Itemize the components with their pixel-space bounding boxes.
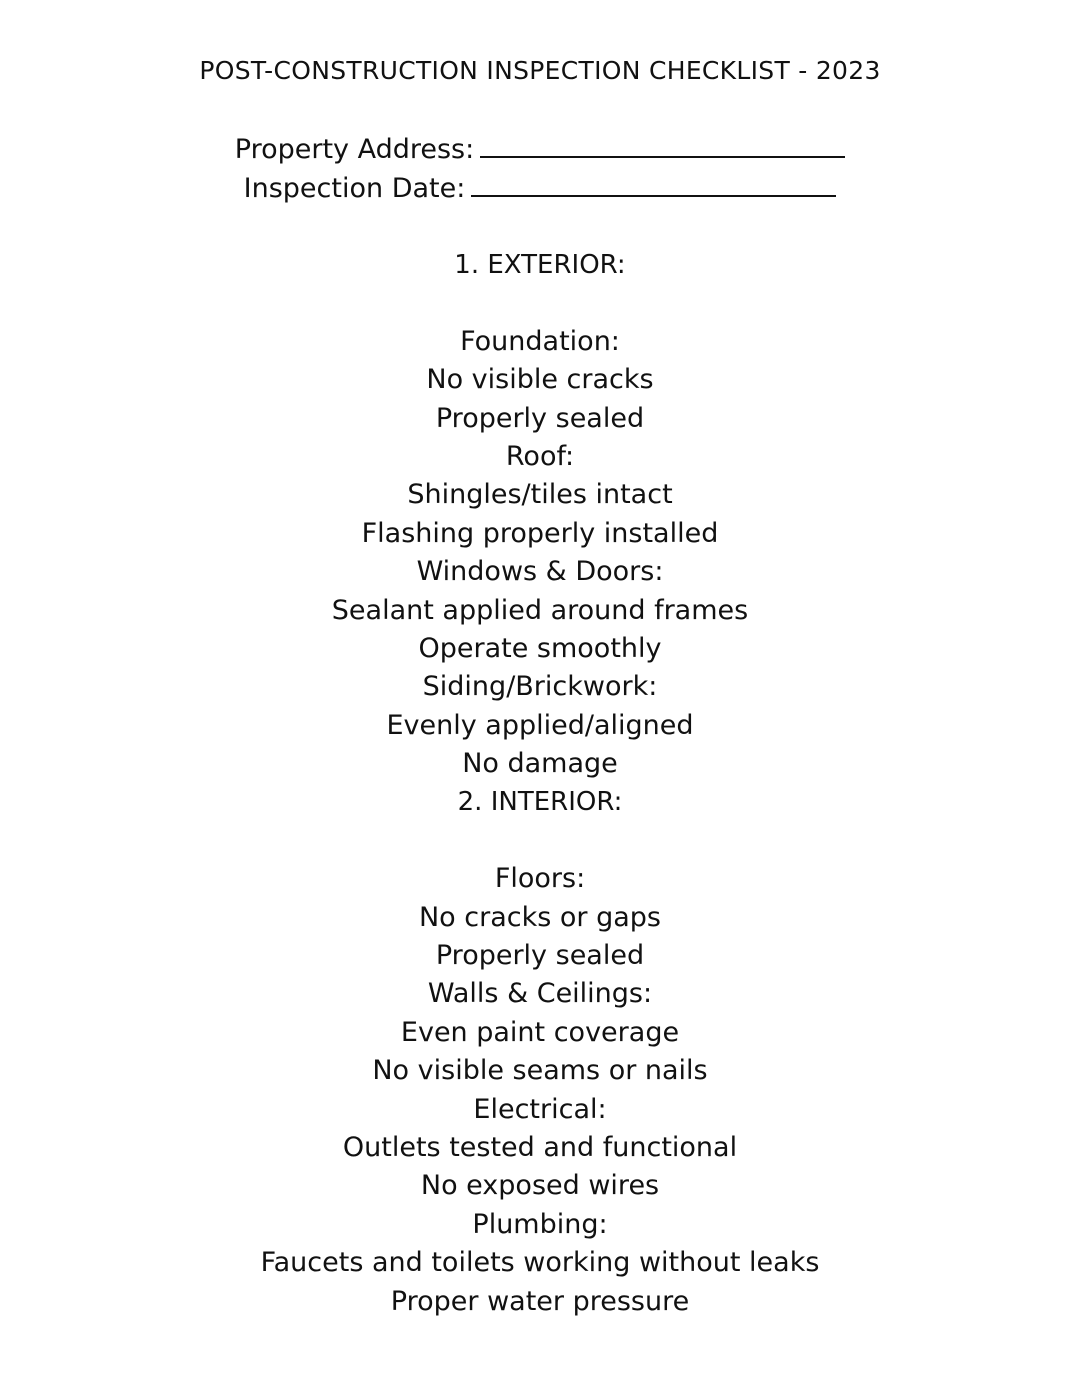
checklist	[0, 246, 1080, 1321]
category-heading: Foundation:	[460, 325, 620, 357]
category-heading: Floors:	[494, 863, 586, 895]
property-address-field	[0, 130, 1080, 169]
inspection-date-blank-line[interactable]	[471, 169, 836, 197]
checklist-item: Shingles/tiles intact	[407, 479, 673, 511]
section-heading: 1. EXTERIOR:	[454, 250, 626, 280]
property-address-label: Property Address:	[234, 134, 475, 165]
inspection-date-label: Inspection Date:	[243, 173, 466, 204]
checklist-item: No cracks or gaps	[418, 901, 661, 933]
checklist-item: Flashing properly installed	[361, 517, 719, 549]
category-heading: Electrical:	[473, 1093, 607, 1125]
section-heading: 2. INTERIOR:	[457, 787, 623, 818]
checklist-item: Outlets tested and functional	[342, 1131, 738, 1163]
checklist-item: Properly sealed	[435, 402, 645, 434]
checklist-item: Properly sealed	[435, 940, 645, 972]
checklist-item: No visible seams or nails	[372, 1055, 708, 1087]
checklist-item: Even paint coverage	[400, 1016, 680, 1048]
category-heading: Roof:	[505, 440, 575, 472]
category-heading: Plumbing:	[472, 1208, 608, 1240]
category-heading: Walls & Ceilings:	[427, 978, 653, 1010]
checklist-item: No visible cracks	[426, 364, 654, 396]
category-heading: Siding/Brickwork:	[422, 671, 658, 703]
category-heading: Windows & Doors:	[416, 556, 664, 588]
checklist-item: Sealant applied around frames	[331, 594, 749, 626]
inspection-date-field	[0, 169, 1080, 208]
document-title: POST-CONSTRUCTION INSPECTION CHECKLIST - 2023	[199, 56, 881, 85]
checklist-item: Evenly applied/aligned	[386, 709, 694, 741]
checklist-item: No exposed wires	[420, 1170, 660, 1202]
checklist-item: Faucets and toilets working without leaks	[260, 1247, 820, 1279]
blank-line	[0, 284, 1080, 322]
checklist-item: Proper water pressure	[390, 1285, 690, 1317]
property-address-blank-line[interactable]	[480, 130, 845, 158]
checklist-item: Operate smoothly	[418, 632, 662, 664]
blank-line	[0, 822, 1080, 860]
checklist-item: No damage	[462, 748, 618, 780]
